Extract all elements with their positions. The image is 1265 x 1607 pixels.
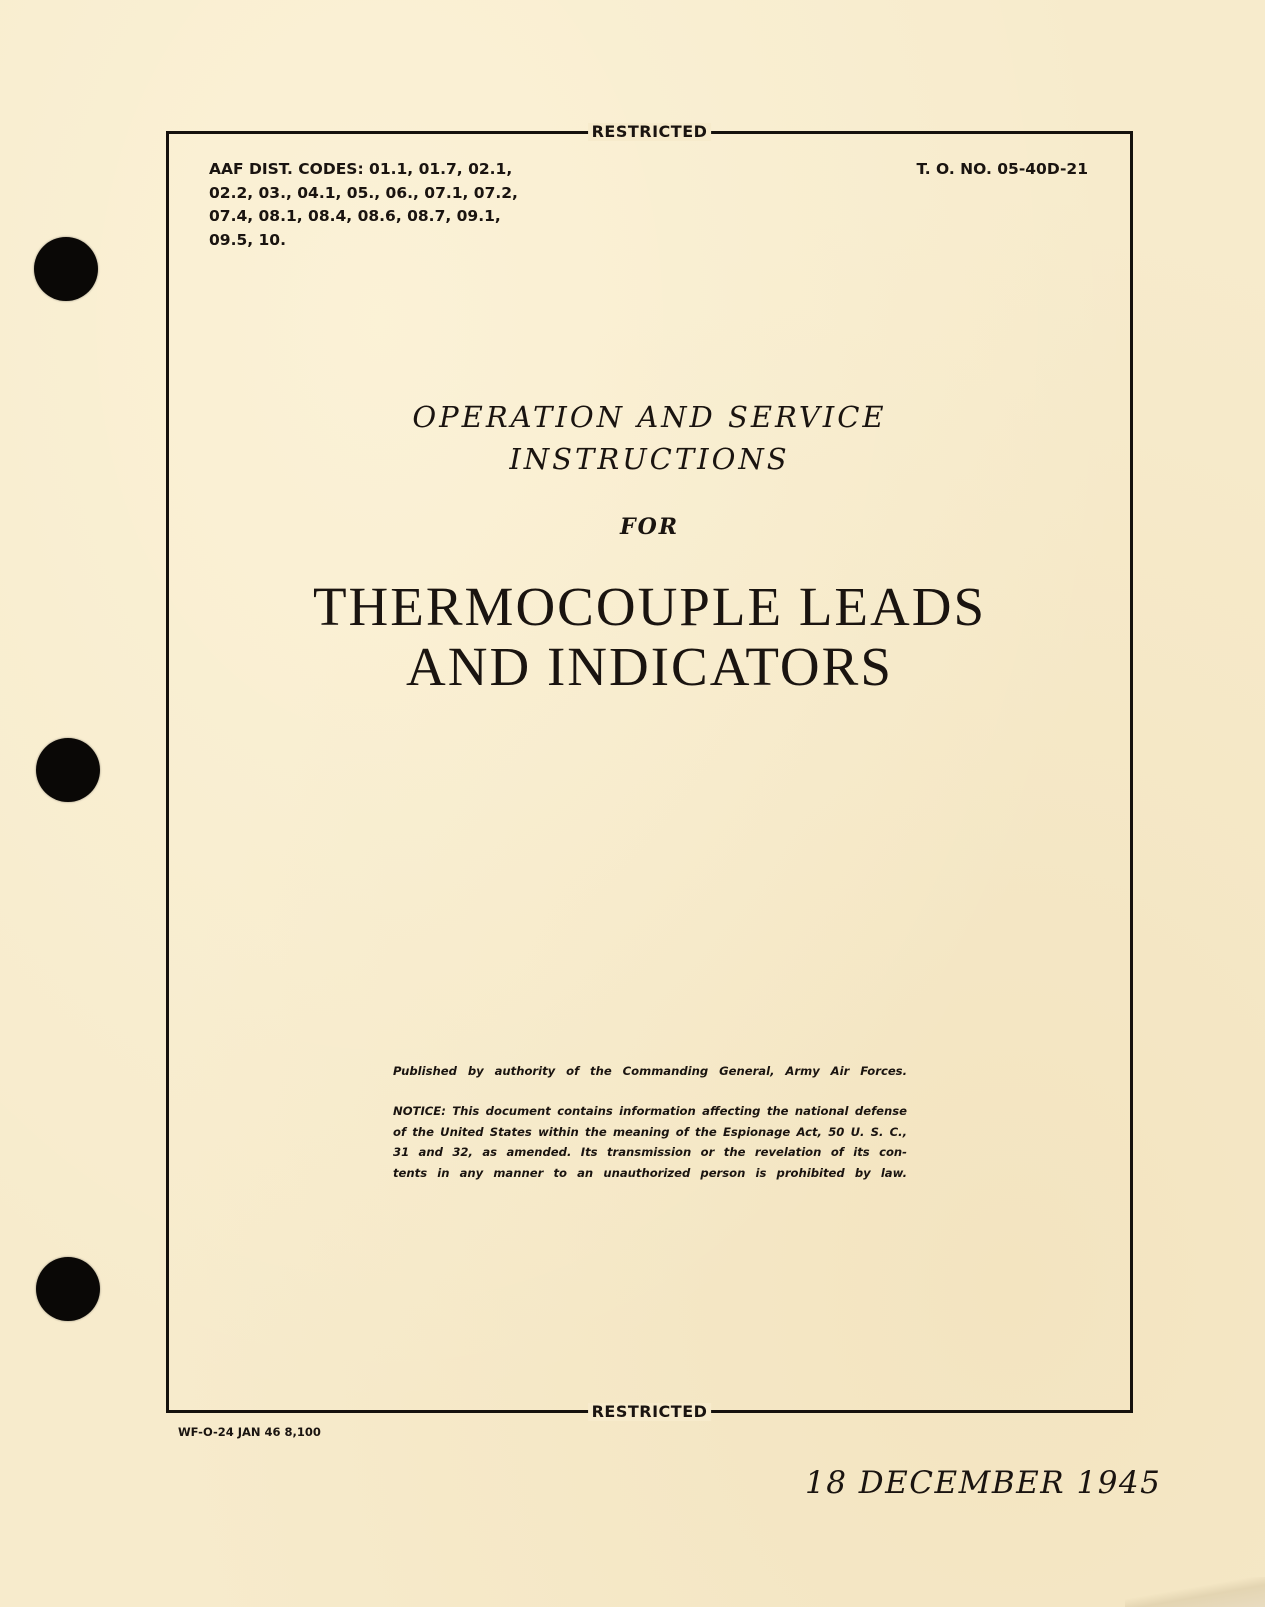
distribution-codes-line: 09.5, 10. xyxy=(209,230,286,249)
notice-line: NOTICE: This document contains information affecting the national defense xyxy=(393,1104,907,1118)
distribution-codes-line: 02.2, 03., 04.1, 05., 06., 07.1, 07.2, xyxy=(209,183,518,202)
notice-line: 31 and 32, as amended. Its transmission or the revelation of its con- xyxy=(393,1145,907,1159)
punch-hole-bottom xyxy=(36,1257,100,1321)
subtitle-line: INSTRUCTIONS xyxy=(509,442,790,476)
for-connector: FOR xyxy=(619,514,680,540)
espionage-notice xyxy=(393,1101,907,1183)
security-marking-bottom: RESTRICTED xyxy=(588,1403,712,1421)
publication-date: 18 DECEMBER 1945 xyxy=(805,1465,1162,1501)
punch-hole-top xyxy=(34,237,98,301)
document-title xyxy=(169,577,1130,697)
technical-order-number: T. O. NO. 05-40D-21 xyxy=(916,160,1088,178)
authority-statement: Published by authority of the Commanding General, Army Air Forces. xyxy=(393,1064,907,1078)
title-line: AND INDICATORS xyxy=(406,636,893,697)
title-line: THERMOCOUPLE LEADS xyxy=(312,576,987,637)
notice-line: of the United States within the meaning of the Espionage Act, 50 U. S. C., xyxy=(393,1124,907,1139)
security-marking-top: RESTRICTED xyxy=(588,123,712,141)
document-border-frame xyxy=(166,122,1133,1421)
notice-line: tents in any manner to an unauthorized person is prohibited by law. xyxy=(393,1165,907,1180)
distribution-codes-line: AAF DIST. CODES: 01.1, 01.7, 02.1, xyxy=(209,160,513,178)
punch-hole-middle xyxy=(36,738,100,802)
distribution-codes-line: 07.4, 08.1, 08.4, 08.6, 08.7, 09.1, xyxy=(209,207,501,225)
page-corner-fold xyxy=(1125,1577,1265,1607)
distribution-codes xyxy=(209,158,549,252)
document-subtitle xyxy=(169,396,1130,480)
subtitle-line: OPERATION AND SERVICE xyxy=(412,400,887,434)
print-code: WF-O-24 JAN 46 8,100 xyxy=(178,1425,321,1439)
